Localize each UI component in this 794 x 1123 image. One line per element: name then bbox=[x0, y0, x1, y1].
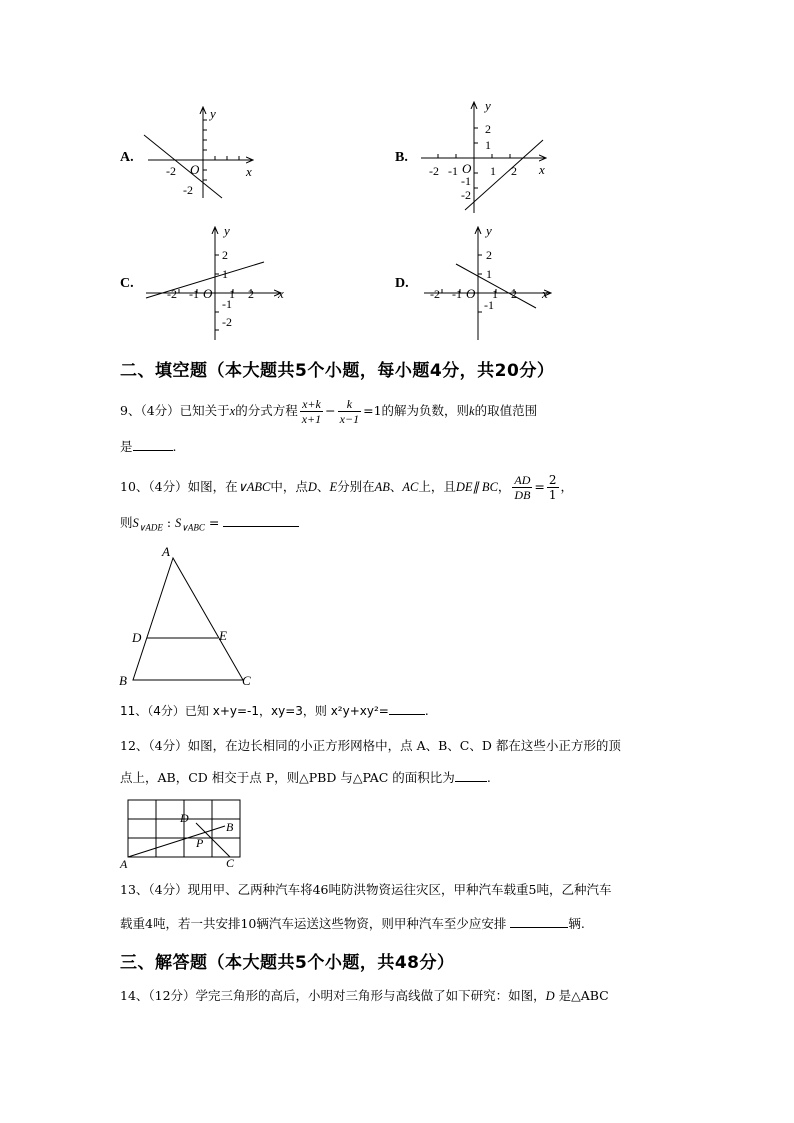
option-a-graph bbox=[130, 100, 270, 210]
option-d-graph bbox=[420, 220, 560, 345]
point-b-label: B bbox=[119, 673, 127, 688]
tick-label: -1 bbox=[448, 164, 458, 178]
q9-tail: 的取值范围 bbox=[474, 403, 538, 418]
question-14: 14、（12分）学完三角形的高后，小明对三角形与高线做了如下研究：如图，D 是△ABC bbox=[120, 988, 609, 1003]
figure-square-grid bbox=[118, 795, 248, 870]
segment-ab bbox=[128, 826, 225, 857]
origin-label: O bbox=[203, 286, 213, 301]
origin-label: O bbox=[190, 162, 200, 177]
q10-ratio: $\frac{AD}{DB}$ bbox=[514, 473, 531, 502]
origin-label: O bbox=[462, 161, 472, 176]
tick-label: -2 bbox=[167, 287, 177, 301]
answer-blank bbox=[455, 768, 487, 782]
q9-mid: 的分式方程 bbox=[235, 403, 298, 418]
tick-label: 2 bbox=[511, 287, 517, 301]
point-d-label: D bbox=[180, 811, 189, 825]
tick-label: 2 bbox=[222, 248, 228, 262]
q9-minus: − bbox=[325, 403, 336, 418]
point-e-label: E bbox=[219, 628, 227, 643]
tick-label: -2 bbox=[183, 183, 193, 197]
tick-label: 1 bbox=[492, 287, 498, 301]
tick-label: -1 bbox=[484, 298, 494, 312]
q9-var-x: x bbox=[229, 404, 236, 418]
option-d-label: D. bbox=[395, 276, 409, 291]
origin-label: O bbox=[466, 286, 476, 301]
point-c-label: C bbox=[242, 673, 251, 688]
question-12-line-2: 点上，AB，CD 相交于点 P，则△PBD 与△PAC 的面积比为 . bbox=[120, 770, 491, 785]
q9-fraction-1: $\frac{x+k}{x+1}$ bbox=[301, 397, 322, 426]
x-label: x bbox=[542, 286, 548, 301]
y-label: y bbox=[210, 106, 216, 121]
point-a-label: A bbox=[162, 544, 170, 559]
option-c-graph bbox=[140, 220, 290, 345]
answer-blank bbox=[133, 437, 173, 451]
y-label: y bbox=[486, 223, 492, 238]
question-10: 10、（4分）如图，在∨ABC中，点D、E分别在AB、AC上，且DE∥ BC， $\frac{AD}{DB}$ = $\frac{2}{1}$ ， bbox=[120, 473, 574, 502]
point-a-label: A bbox=[120, 857, 128, 870]
question-11: 11、（4分）已知 x+y=-1，xy=3，则 x²y+xy²= . bbox=[120, 701, 429, 720]
tick-label: 2 bbox=[248, 287, 254, 301]
question-12: 12、（4分）如图，在边长相同的小正方形网格中，点 A、B、C、D 都在这些小正方形的顶 bbox=[120, 738, 621, 753]
point-d-label: D bbox=[132, 630, 142, 645]
point-b-label: B bbox=[226, 820, 234, 834]
option-b-label: B. bbox=[395, 150, 408, 165]
q9-fraction-2: $\frac{k}{x-1}$ bbox=[339, 397, 360, 426]
tick-label: 1 bbox=[486, 267, 492, 281]
tick-label: -1 bbox=[222, 297, 232, 311]
tick-label: -2 bbox=[166, 164, 176, 178]
tick-label: 1 bbox=[229, 287, 235, 301]
tick-label: -2 bbox=[222, 315, 232, 329]
question-13-line-2: 载重4吨，若一共安排10辆汽车运送这些物资，则甲种汽车至少应安排 辆. bbox=[120, 916, 585, 931]
y-label: y bbox=[485, 98, 491, 113]
q9-after: 的解为负数，则 bbox=[381, 403, 470, 418]
x-label: x bbox=[539, 162, 545, 177]
triangle-abc bbox=[133, 558, 243, 680]
tick-label: -1 bbox=[189, 287, 199, 301]
tick-label: -1 bbox=[461, 174, 471, 188]
tick-label: 2 bbox=[486, 248, 492, 262]
q9-prefix: 9、（4分）已知关于 bbox=[120, 403, 230, 418]
option-a-label: A. bbox=[120, 150, 134, 165]
answer-blank bbox=[223, 513, 299, 527]
q10-value: $\frac{2}{1}$ bbox=[548, 473, 557, 502]
section-2-title: 二、填空题（本大题共5个小题，每小题4分，共20分） bbox=[120, 361, 555, 381]
option-b-graph bbox=[415, 95, 555, 215]
figure-triangle-abc bbox=[115, 540, 260, 690]
tick-label: 1 bbox=[490, 164, 496, 178]
answer-blank bbox=[389, 701, 425, 715]
tick-label: 2 bbox=[511, 164, 517, 178]
question-9 bbox=[120, 397, 537, 426]
question-10-line-2: 则$S_{\vee ADE}$ : $S_{\vee ABC}$ = bbox=[120, 513, 299, 537]
point-p-label: P bbox=[196, 836, 204, 850]
answer-blank bbox=[510, 914, 568, 928]
tick-label: -2 bbox=[430, 287, 440, 301]
tick-label: 1 bbox=[485, 138, 491, 152]
section-3-title: 三、解答题（本大题共5个小题，共48分） bbox=[120, 953, 455, 973]
point-c-label: C bbox=[226, 856, 235, 870]
tick-label: 2 bbox=[485, 122, 491, 136]
q9-eq: =1 bbox=[363, 403, 382, 418]
question-9-line-2: 是 . bbox=[120, 439, 177, 454]
option-c-label: C. bbox=[120, 276, 134, 291]
x-label: x bbox=[246, 164, 252, 179]
question-13: 13、（4分）现用甲、乙两种汽车将46吨防洪物资运往灾区，甲种汽车载重5吨，乙种汽车 bbox=[120, 882, 612, 897]
y-label: y bbox=[224, 223, 230, 238]
q9-var-k: k bbox=[469, 404, 475, 418]
graph-line bbox=[465, 140, 543, 210]
tick-label: -2 bbox=[429, 164, 439, 178]
tick-label: -2 bbox=[461, 188, 471, 202]
x-label: x bbox=[278, 286, 284, 301]
tick-label: -1 bbox=[452, 287, 462, 301]
tick-label: 1 bbox=[222, 267, 228, 281]
